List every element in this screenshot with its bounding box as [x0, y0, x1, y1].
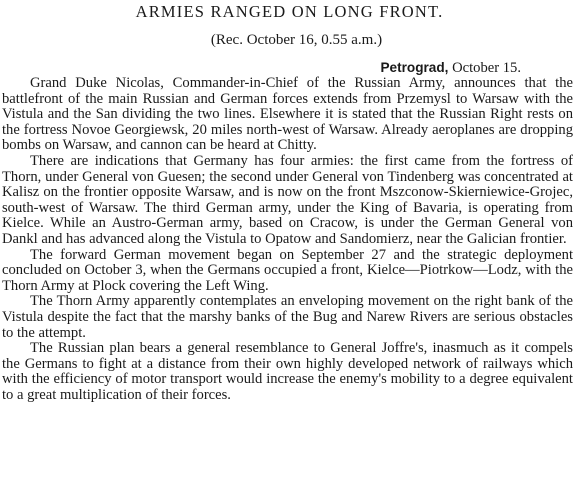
paragraph: There are indications that Germany has four armies: the first came from the fortress of Thorn, under General von Guesen; the second under General von Tindenberg was concentrated at Kalisz on the frontier opposite Warsaw, and is now on the front Mszconow-Skierniewice-Grojec, south-west of Warsaw. The third German army, under the King of Bavaria, is operating from Kielce. While an Austro-German army, based on Cracow, is under the German General von Dankl and has advanced along the Vistula to Opatow and Sandomierz, near the Galician frontier. [2, 152, 573, 247]
article-body [0, 76, 579, 403]
headline: ARMIES RANGED ON LONG FRONT. [135, 2, 444, 21]
received-line: (Rec. October 16, 0.55 a.m.) [210, 32, 383, 48]
paragraph: The forward German movement began on September 27 and the strategic deployment concluded on October 3, when the Germans occupied a front, Kielce—Piotrkow—Lodz, with the Thorn Army at Plock covering the Left Wing. [2, 246, 573, 294]
paragraph: Grand Duke Nicolas, Commander-in-Chief of the Russian Army, announces that the battlefront of the main Russian and German forces extends from Przemysl to Warsaw with the Vistula and the San dividing the two lines. Elsewhere it is stated that the Russian Right rests on the fortress Novoe Georgiewsk, 20 miles north-west of Warsaw. Already aeroplanes are dropping bombs on Warsaw, and cannon can be heard at Chitty. [2, 75, 573, 154]
date-text: October 15. [452, 60, 521, 76]
paragraph: The Thorn Army apparently contemplates an enveloping movement on the right bank of the Vistula despite the fact that the marshy banks of the Bug and Narew Rivers are serious obstacles to the attempt. [2, 293, 573, 341]
paragraph: The Russian plan bears a general resemblance to General Joffre's, inasmuch as it compels the Germans to fight at a distance from their own highly developed network of railways which with the efficiency of motor transport would increase the enemy's mobility to a degree equivalent to a great multiplication of their forces. [2, 340, 573, 403]
place-date-line [0, 59, 579, 76]
place-name: Petrograd, [380, 60, 449, 75]
